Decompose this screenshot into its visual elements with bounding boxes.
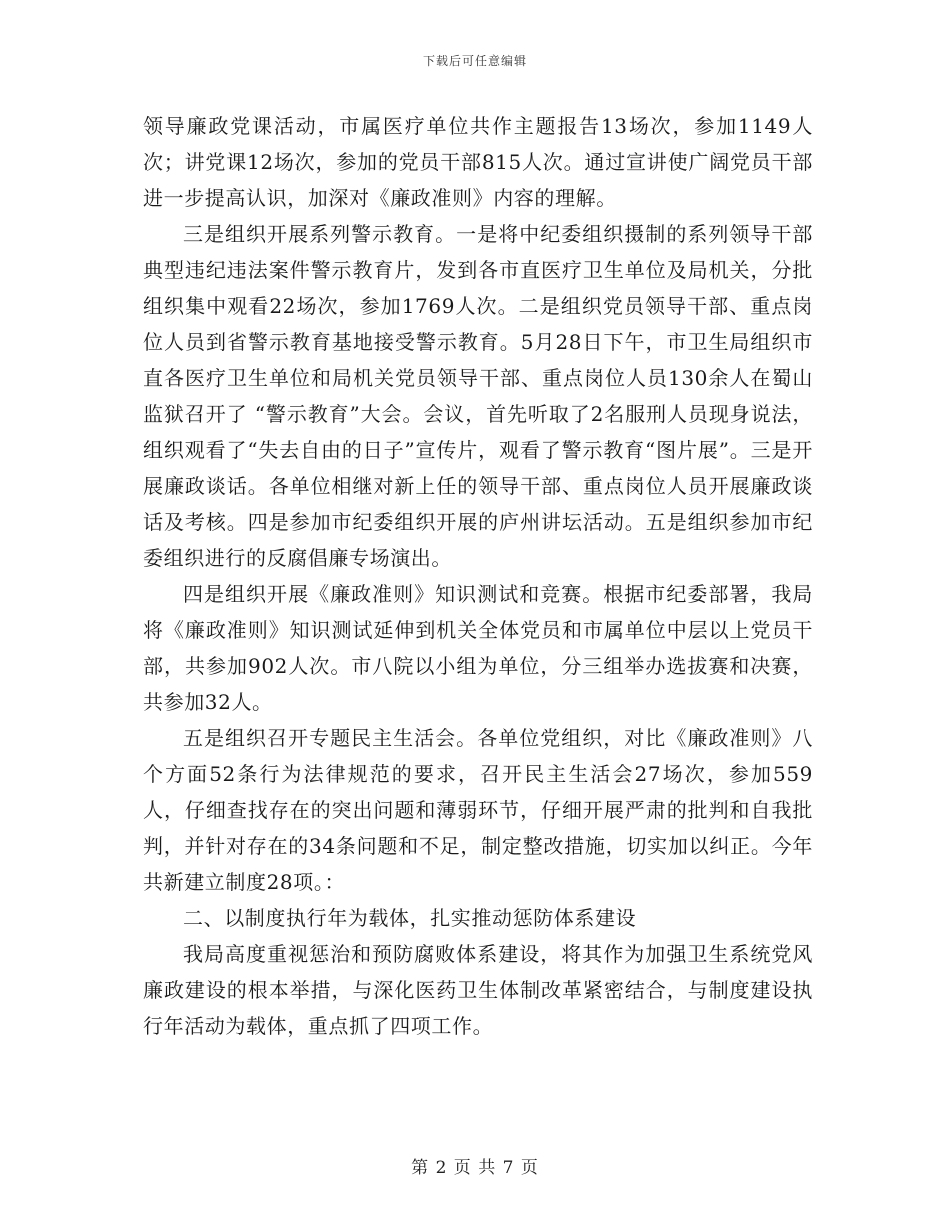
paragraph-democratic-life: 五是组织召开专题民主生活会。各单位党组织，对比《廉政准则》八个方面52条行为法律规范的要求，召开民主生活会27场次，参加559人，仔细查找存在的突出问题和薄弱环节，仔细开展严肃的批判和自我批判，并针对存在的34条问题和不足，制定整改措施，切实加以纠正。今年共新建立制度28项。： — [143, 726, 813, 894]
paragraph-continuation: 领导廉政党课活动，市属医疗单位共作主题报告13场次，参加1149人次；讲党课12场次，参加的党员干部815人次。通过宣讲使广阔党员干部进一步提高认识，加深对《廉政准则》内容的理解。 — [143, 114, 813, 210]
page-header: 下载后可任意编辑 — [422, 54, 527, 68]
paragraph-system-building: 我局高度重视惩治和预防腐败体系建设，将其作为加强卫生系统党风廉政建设的根本举措，与深化医药卫生体制改革紧密结合，与制度建设执行年活动为载体，重点抓了四项工作。 — [143, 942, 813, 1038]
document-body — [143, 108, 813, 1044]
paragraph-knowledge-test: 四是组织开展《廉政准则》知识测试和竞赛。根据市纪委部署，我局将《廉政准则》知识测试延伸到机关全体党员和市属单位中层以上党员干部，共参加902人次。市八院以小组为单位，分三组举办选拔赛和决赛，共参加32人。 — [143, 582, 813, 714]
page-footer: 第 2 页 共 7 页 — [411, 1158, 539, 1178]
section-heading: 二、以制度执行年为载体，扎实推动惩防体系建设 — [183, 906, 637, 930]
paragraph-warning-education: 三是组织开展系列警示教育。一是将中纪委组织摄制的系列领导干部典型违纪违法案件警示教育片，发到各市直医疗卫生单位及局机关，分批组织集中观看22场次，参加1769人次。二是组织党员领导干部、重点岗位人员到省警示教育基地接受警示教育。5月28日下午，市卫生局组织市直各医疗卫生单位和局机关党员领导干部、重点岗位人员130余人在蜀山监狱召开了 “警示教育”大会。会议，首先听取了2名服刑人员现身说法，组织观看了“失去自由的日子”宣传片，观看了警示教育“图片展”。三是开展廉政谈话。各单位相继对新上任的领导干部、重点岗位人员开展廉政谈话及考核。四是参加市纪委组织开展的庐州讲坛活动。五是组织参加市纪委组织进行的反腐倡廉专场演出。 — [143, 222, 813, 570]
